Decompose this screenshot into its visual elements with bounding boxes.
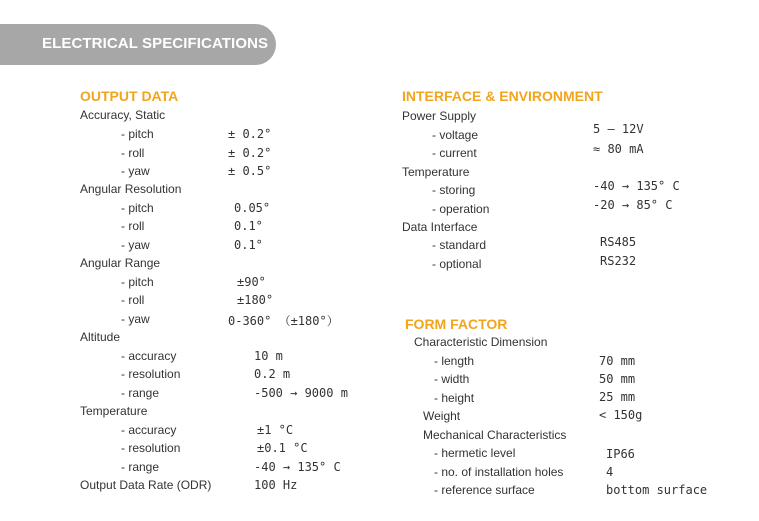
hermetic-level-label: - hermetic level — [434, 446, 516, 460]
reference-surface-value: bottom surface — [606, 483, 708, 497]
storing-label: - storing — [432, 183, 476, 197]
odr-value: 100 Hz — [254, 478, 298, 492]
operation-label: - operation — [432, 202, 490, 216]
resolution-pitch-value: 0.05° — [234, 201, 271, 215]
altitude-resolution-label: - resolution — [121, 367, 181, 381]
data-interface-label: Data Interface — [402, 220, 478, 234]
operation-value: -20 → 85° C — [593, 198, 673, 212]
accuracy-pitch-value: ± 0.2° — [228, 127, 272, 141]
mechanical-characteristics-label: Mechanical Characteristics — [423, 428, 567, 442]
temperature-resolution-value: ±0.1 °C — [257, 441, 308, 455]
altitude-accuracy-label: - accuracy — [121, 349, 177, 363]
accuracy-roll-label: - roll — [121, 146, 145, 160]
voltage-label: - voltage — [432, 128, 479, 142]
output-data-heading: OUTPUT DATA — [80, 88, 179, 104]
height-value: 25 mm — [599, 390, 636, 404]
weight-label: Weight — [423, 409, 461, 423]
temperature-label: Temperature — [80, 404, 148, 418]
accuracy-yaw-label: - yaw — [121, 164, 150, 178]
optional-value: RS232 — [600, 254, 637, 268]
weight-value: < 150g — [599, 408, 643, 422]
current-label: - current — [432, 146, 477, 160]
resolution-yaw-value: 0.1° — [234, 238, 263, 252]
range-pitch-value: ±90° — [237, 275, 266, 289]
altitude-accuracy-value: 10 m — [254, 349, 283, 363]
characteristic-dimension-label: Characteristic Dimension — [414, 335, 548, 349]
temperature-range-value: -40 → 135° C — [254, 460, 341, 474]
angular-range-label: Angular Range — [80, 256, 161, 270]
range-pitch-label: - pitch — [121, 275, 154, 289]
length-value: 70 mm — [599, 354, 636, 368]
resolution-yaw-label: - yaw — [121, 238, 150, 252]
range-roll-value: ±180° — [237, 293, 274, 307]
angular-resolution-label: Angular Resolution — [80, 182, 182, 196]
hermetic-level-value: IP66 — [606, 447, 635, 461]
section-banner — [0, 24, 276, 65]
altitude-range-label: - range — [121, 386, 160, 400]
width-value: 50 mm — [599, 372, 636, 386]
resolution-roll-label: - roll — [121, 219, 145, 233]
accuracy-static-label: Accuracy, Static — [80, 108, 166, 122]
form-factor-heading: FORM FACTOR — [405, 316, 508, 332]
standard-label: - standard — [432, 238, 487, 252]
temperature-accuracy-value: ±1 °C — [257, 423, 294, 437]
optional-label: - optional — [432, 257, 482, 271]
section-title: ELECTRICAL SPECIFICATIONS — [42, 35, 269, 52]
altitude-range-value: -500 → 9000 m — [254, 386, 348, 400]
temperature-accuracy-label: - accuracy — [121, 423, 177, 437]
height-label: - height — [434, 391, 475, 405]
temperature-resolution-label: - resolution — [121, 441, 181, 455]
reference-surface-label: - reference surface — [434, 483, 535, 497]
power-supply-label: Power Supply — [402, 109, 477, 123]
range-yaw-value: 0-360° （±180°） — [228, 314, 339, 328]
interface-environment-heading: INTERFACE & ENVIRONMENT — [402, 88, 603, 104]
installation-holes-label: - no. of installation holes — [434, 465, 564, 479]
env-temperature-label: Temperature — [402, 165, 470, 179]
altitude-label: Altitude — [80, 330, 121, 344]
accuracy-pitch-label: - pitch — [121, 127, 154, 141]
voltage-value: 5 – 12V — [593, 122, 644, 136]
installation-holes-value: 4 — [606, 465, 614, 479]
resolution-pitch-label: - pitch — [121, 201, 154, 215]
temperature-range-label: - range — [121, 460, 160, 474]
standard-value: RS485 — [600, 235, 637, 249]
length-label: - length — [434, 354, 475, 368]
resolution-roll-value: 0.1° — [234, 219, 263, 233]
storing-value: -40 → 135° C — [593, 179, 680, 193]
accuracy-roll-value: ± 0.2° — [228, 146, 272, 160]
odr-label: Output Data Rate (ODR) — [80, 478, 212, 492]
current-value: ≈ 80 mA — [593, 142, 644, 156]
range-roll-label: - roll — [121, 293, 145, 307]
range-yaw-label: - yaw — [121, 312, 150, 326]
accuracy-yaw-value: ± 0.5° — [228, 164, 272, 178]
altitude-resolution-value: 0.2 m — [254, 367, 291, 381]
width-label: - width — [434, 372, 470, 386]
